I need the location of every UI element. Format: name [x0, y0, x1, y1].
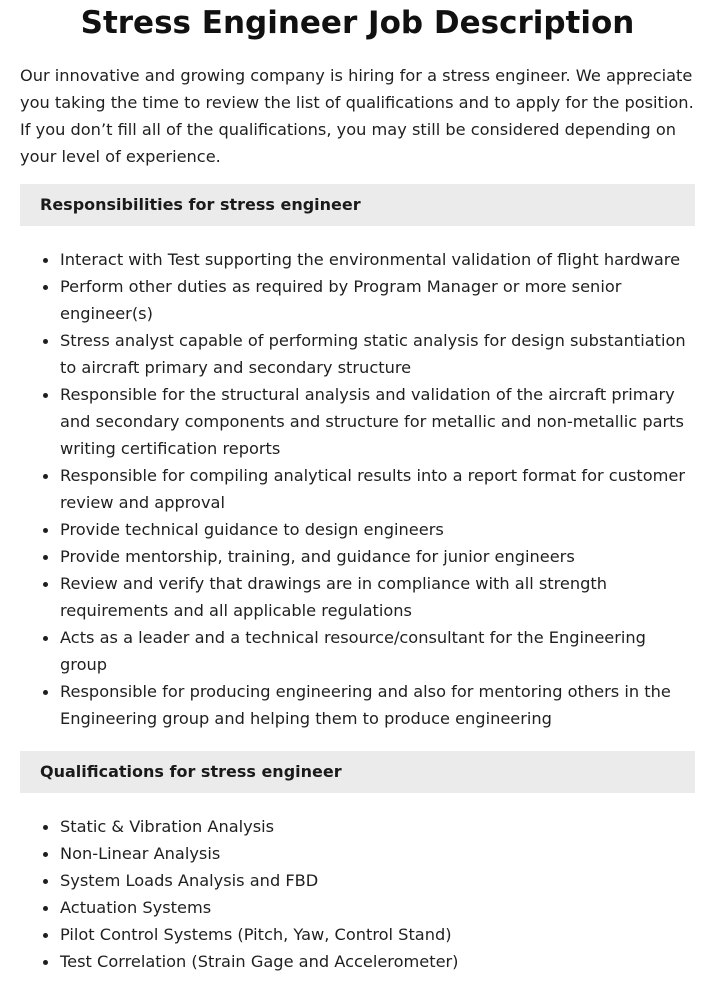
qualifications-list: [20, 813, 695, 975]
list-item: Perform other duties as required by Program Manager or more senior engineer(s): [60, 273, 695, 327]
list-item: Review and verify that drawings are in compliance with all strength requirements and all applicable regulations: [60, 570, 695, 624]
list-item: System Loads Analysis and FBD: [60, 867, 695, 894]
intro-paragraph: Our innovative and growing company is hiring for a stress engineer. We appreciate you taking the time to review the list of qualifications and to apply for the position. If you don’t fill all of the qualifications, you may still be considered depending on your level of experience.: [20, 66, 694, 166]
list-item: Non-Linear Analysis: [60, 840, 695, 867]
list-item: Provide mentorship, training, and guidance for junior engineers: [60, 543, 695, 570]
job-description-page: [20, 0, 695, 975]
list-item: Actuation Systems: [60, 894, 695, 921]
list-item: Static & Vibration Analysis: [60, 813, 695, 840]
list-item: Test Correlation (Strain Gage and Accelerometer): [60, 948, 695, 975]
qualifications-heading: Qualifications for stress engineer: [20, 751, 695, 793]
list-item: Pilot Control Systems (Pitch, Yaw, Control Stand): [60, 921, 695, 948]
responsibilities-heading: Responsibilities for stress engineer: [20, 184, 695, 226]
list-item: Responsible for producing engineering and also for mentoring others in the Engineering group and helping them to produce engineering: [60, 678, 695, 732]
list-item: Stress analyst capable of performing static analysis for design substantiation to aircraft primary and secondary structure: [60, 327, 695, 381]
list-item: Acts as a leader and a technical resource/consultant for the Engineering group: [60, 624, 695, 678]
list-item: Provide technical guidance to design engineers: [60, 516, 695, 543]
list-item: Responsible for compiling analytical results into a report format for customer review and approval: [60, 462, 695, 516]
responsibilities-list: [20, 246, 695, 732]
list-item: Interact with Test supporting the environmental validation of flight hardware: [60, 246, 695, 273]
page-title: Stress Engineer Job Description: [80, 5, 635, 41]
list-item: Responsible for the structural analysis and validation of the aircraft primary and secondary components and structure for metallic and non-metallic parts writing certification reports: [60, 381, 695, 462]
